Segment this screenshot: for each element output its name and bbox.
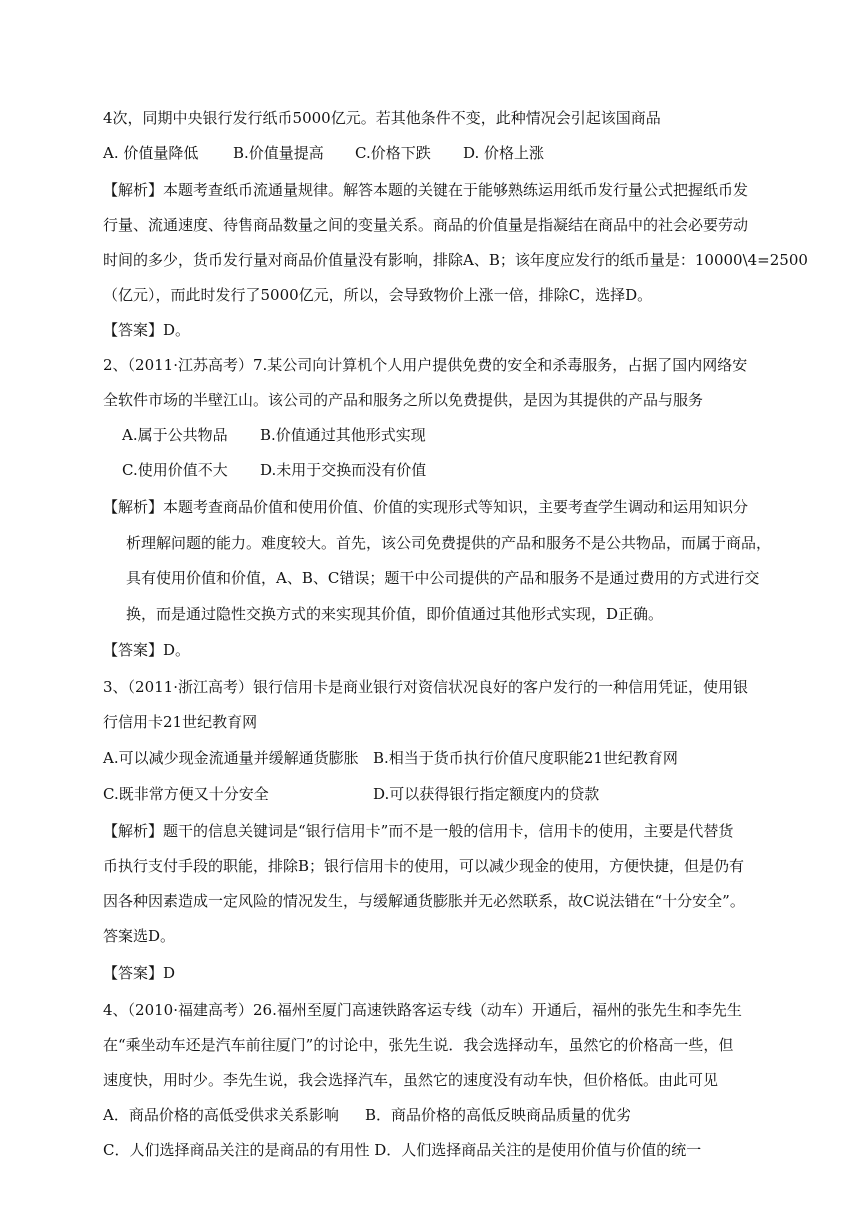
q4-option-d: D．人们选择商品关注的是使用价值与价值的统一 [374, 1141, 702, 1159]
q2-analysis-line: 【解析】本题考查商品价值和使用价值、价值的实现形式等知识，主要考查学生调动和运用知识分 [103, 498, 749, 516]
q3-stem-line: 行信用卡21世纪教育网 [103, 713, 258, 731]
q3-analysis-line: 答案选D。 [103, 927, 176, 945]
q2-answer: 【答案】D。 [103, 641, 191, 659]
q4-stem-line: 速度快，用时少。李先生说，我会选择汽车，虽然它的速度没有动车快，但价格低。由此可见 [103, 1071, 719, 1089]
q2-stem-line: 全软件市场的半壁江山。该公司的产品和服务之所以免费提供，是因为其提供的产品与服务 [103, 391, 704, 409]
q2-analysis-line: 换，而是通过隐性交换方式的来实现其价值，即价值通过其他形式实现，D正确。 [126, 605, 664, 623]
q4-option-b: B．商品价格的高低反映商品质量的优劣 [365, 1106, 632, 1124]
q4-option-c: C．人们选择商品关注的是商品的有用性 [103, 1141, 370, 1159]
q4-option-a: A．商品价格的高低受供求关系影响 [103, 1106, 339, 1124]
q2-option-c: C.使用价值不大 [122, 461, 228, 479]
q2-stem-line: 2、（2011·江苏高考）7.某公司向计算机个人用户提供免费的安全和杀毒服务，占据了国内网络安 [103, 356, 748, 374]
q3-options-row [103, 784, 599, 804]
q3-stem-line: 3、（2011·浙江高考）银行信用卡是商业银行对资信状况良好的客户发行的一种信用凭证，使用银 [103, 678, 748, 696]
q4-stem-line: 4、（2010·福建高考）26.福州至厦门高速铁路客运专线（动车）开通后，福州的张先生和李先生 [103, 1001, 742, 1019]
q1-stem-continuation: 4次，同期中央银行发行纸币5000亿元。若其他条件不变，此种情况会引起该国商品 [103, 109, 661, 127]
q2-analysis-line: 析理解问题的能力。难度较大。首先，该公司免费提供的产品和服务不是公共物品，而属于商品， [126, 534, 772, 552]
q4-options-row [103, 1105, 631, 1125]
q1-option-b: B.价值量提高 [233, 144, 324, 162]
q3-option-a: A.可以减少现金流通量并缓解通货膨胀 [103, 749, 359, 767]
q1-option-d: D. 价格上涨 [463, 144, 545, 162]
q2-option-b: B.价值通过其他形式实现 [260, 426, 426, 444]
q1-options [103, 143, 544, 163]
q3-analysis-line: 因各种因素造成一定风险的情况发生，与缓解通货膨胀并无必然联系，故C说法错在“十分安全”。 [103, 892, 745, 910]
q3-options-row [103, 748, 678, 768]
q2-options-row [122, 460, 426, 480]
q4-options-row [103, 1140, 701, 1160]
q1-option-a: A. 价值量降低 [103, 144, 199, 162]
q1-analysis-line: 【解析】本题考查纸币流通量规律。解答本题的关键在于能够熟练运用纸币发行量公式把握纸币发 [103, 181, 749, 199]
q2-option-a: A.属于公共物品 [122, 426, 228, 444]
q3-analysis-line: 币执行支付手段的职能，排除B；银行信用卡的使用，可以减少现金的使用，方便快捷，但是仍有 [103, 857, 745, 875]
q4-stem-line: 在“乘坐动车还是汽车前往厦门”的讨论中，张先生说．我会选择动车，虽然它的价格高一些，但 [103, 1036, 734, 1054]
q1-analysis-line: 时间的多少，货币发行量对商品价值量没有影响，排除A、B；该年度应发行的纸币量是：10000\4=2500 [103, 251, 808, 269]
q3-option-c: C.既非常方便又十分安全 [103, 785, 269, 803]
q1-analysis-line: （亿元），而此时发行了5000亿元，所以，会导致物价上涨一倍，排除C，选择D。 [103, 286, 653, 304]
q3-analysis-line: 【解析】题干的信息关键词是“银行信用卡”而不是一般的信用卡，信用卡的使用，主要是代替货 [103, 822, 734, 840]
q3-answer: 【答案】D [103, 964, 176, 982]
q1-answer: 【答案】D。 [103, 321, 191, 339]
q2-options-row [122, 425, 426, 445]
q3-option-d: D.可以获得银行指定额度内的贷款 [373, 785, 600, 803]
q1-option-c: C.价格下跌 [355, 144, 431, 162]
q2-analysis-line: 具有使用价值和价值，A、B、C错误；题干中公司提供的产品和服务不是通过费用的方式进行交 [126, 569, 760, 587]
q2-option-d: D.未用于交换而没有价值 [260, 461, 427, 479]
q1-analysis-line: 行量、流通速度、待售商品数量之间的变量关系。商品的价值量是指凝结在商品中的社会必要劳动 [103, 216, 749, 234]
q3-option-b: B.相当于货币执行价值尺度职能21世纪教育网 [373, 749, 678, 767]
